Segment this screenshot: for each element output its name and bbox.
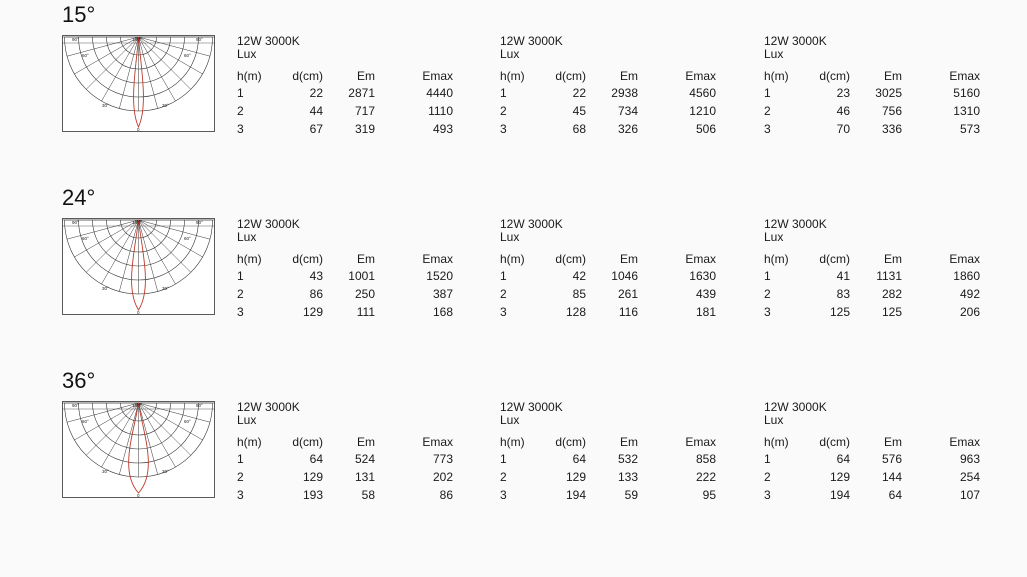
table-cell: 86 xyxy=(439,488,453,502)
table-cell: 1 xyxy=(237,452,244,466)
table-cell: 576 xyxy=(881,452,902,466)
table-cell: 1 xyxy=(500,452,507,466)
column-header: h(m) xyxy=(764,69,789,83)
column-header: Em xyxy=(357,69,375,83)
table-cell: 963 xyxy=(959,452,980,466)
column-header: h(m) xyxy=(764,252,789,266)
table-cell: 3025 xyxy=(875,86,902,100)
table-cell: 858 xyxy=(695,452,716,466)
column-header: Em xyxy=(884,252,902,266)
column-header: Em xyxy=(620,252,638,266)
polar-diagram xyxy=(62,35,215,132)
diagram-label-low-left: 30° xyxy=(102,469,109,474)
column-header: d(cm) xyxy=(292,435,323,449)
diagram-label-right: 90° xyxy=(196,403,203,408)
beam-section xyxy=(0,2,1027,172)
column-header: Emax xyxy=(422,435,453,449)
table-cell: 756 xyxy=(881,104,902,118)
table-cell: 3 xyxy=(237,488,244,502)
diagram-label-bottom: 0 xyxy=(137,493,140,498)
table-cell: 206 xyxy=(959,305,980,319)
table-cell: 2 xyxy=(764,287,771,301)
beam-angle-heading: 36° xyxy=(62,368,96,393)
table-cell: 83 xyxy=(836,287,850,301)
table-cell: 59 xyxy=(624,488,638,502)
table-cell: 2 xyxy=(764,104,771,118)
table-cell: 3 xyxy=(764,305,771,319)
table-cell: 23 xyxy=(836,86,850,100)
table-cell: 2871 xyxy=(348,86,375,100)
diagram-label-top: 180° xyxy=(132,220,142,225)
table-cell: 532 xyxy=(617,452,638,466)
table-cell: 194 xyxy=(829,488,850,502)
table-cell: 64 xyxy=(572,452,586,466)
table-cell: 43 xyxy=(309,269,323,283)
diagram-label-top: 180° xyxy=(132,37,142,42)
column-header: h(m) xyxy=(237,69,262,83)
polar-diagram-box xyxy=(62,218,215,315)
diagram-label-mid-left: 60° xyxy=(82,419,89,424)
table-cell: 1860 xyxy=(953,269,980,283)
table-cell: 1520 xyxy=(426,269,453,283)
table-cell: 3 xyxy=(500,122,507,136)
table-cell: 3 xyxy=(764,122,771,136)
beam-section xyxy=(0,185,1027,355)
beam-angle-heading: 15° xyxy=(62,2,96,27)
table-cell: 222 xyxy=(695,470,716,484)
column-header: d(cm) xyxy=(819,252,850,266)
diagram-label-mid-right: 60° xyxy=(184,236,191,241)
table-title: 12W 3000K xyxy=(764,400,827,414)
table-cell: 64 xyxy=(836,452,850,466)
table-cell: 4560 xyxy=(689,86,716,100)
table-cell: 131 xyxy=(354,470,375,484)
table-cell: 326 xyxy=(617,122,638,136)
table-cell: 2 xyxy=(500,470,507,484)
table-cell: 2 xyxy=(500,104,507,118)
column-header: d(cm) xyxy=(555,435,586,449)
column-header: h(m) xyxy=(237,252,262,266)
table-unit: Lux xyxy=(237,413,257,427)
table-unit: Lux xyxy=(500,230,520,244)
column-header: d(cm) xyxy=(555,252,586,266)
table-cell: 336 xyxy=(881,122,902,136)
table-cell: 282 xyxy=(881,287,902,301)
column-header: Em xyxy=(620,435,638,449)
table-cell: 42 xyxy=(572,269,586,283)
table-cell: 95 xyxy=(702,488,716,502)
table-cell: 3 xyxy=(237,122,244,136)
polar-diagram-box xyxy=(62,401,215,498)
table-cell: 1046 xyxy=(611,269,638,283)
diagram-label-low-right: 30° xyxy=(162,286,169,291)
diagram-label-top: 180° xyxy=(132,403,142,408)
table-cell: 4440 xyxy=(426,86,453,100)
diagram-label-bottom: 0 xyxy=(137,127,140,132)
table-cell: 1131 xyxy=(876,269,902,283)
table-unit: Lux xyxy=(764,413,784,427)
column-header: h(m) xyxy=(237,435,262,449)
table-cell: 2 xyxy=(237,287,244,301)
table-title: 12W 3000K xyxy=(764,217,827,231)
column-header: Emax xyxy=(949,435,980,449)
table-cell: 1001 xyxy=(348,269,375,283)
table-cell: 168 xyxy=(432,305,453,319)
table-title: 12W 3000K xyxy=(764,34,827,48)
table-cell: 202 xyxy=(432,470,453,484)
table-cell: 125 xyxy=(881,305,902,319)
table-cell: 129 xyxy=(302,305,323,319)
diagram-label-mid-right: 60° xyxy=(184,53,191,58)
table-cell: 85 xyxy=(572,287,586,301)
column-header: d(cm) xyxy=(292,252,323,266)
table-title: 12W 3000K xyxy=(237,217,300,231)
table-cell: 3 xyxy=(500,305,507,319)
table-cell: 261 xyxy=(617,287,638,301)
table-title: 12W 3000K xyxy=(237,400,300,414)
table-cell: 573 xyxy=(959,122,980,136)
table-cell: 64 xyxy=(309,452,323,466)
beam-section xyxy=(0,368,1027,538)
diagram-label-right: 90° xyxy=(196,220,203,225)
table-cell: 111 xyxy=(356,305,375,319)
table-cell: 58 xyxy=(361,488,375,502)
table-cell: 254 xyxy=(959,470,980,484)
table-cell: 194 xyxy=(565,488,586,502)
table-cell: 1 xyxy=(764,269,771,283)
table-cell: 22 xyxy=(572,86,586,100)
table-cell: 1110 xyxy=(428,104,453,118)
table-cell: 116 xyxy=(618,305,638,319)
table-cell: 68 xyxy=(572,122,586,136)
table-cell: 387 xyxy=(432,287,453,301)
column-header: Emax xyxy=(685,435,716,449)
column-header: Emax xyxy=(685,252,716,266)
table-cell: 129 xyxy=(565,470,586,484)
table-unit: Lux xyxy=(500,47,520,61)
table-cell: 1210 xyxy=(689,104,716,118)
table-cell: 1310 xyxy=(953,104,980,118)
table-unit: Lux xyxy=(764,47,784,61)
table-cell: 1630 xyxy=(689,269,716,283)
table-cell: 493 xyxy=(432,122,453,136)
column-header: Emax xyxy=(422,252,453,266)
diagram-label-mid-left: 60° xyxy=(82,53,89,58)
table-cell: 2 xyxy=(237,470,244,484)
diagram-label-left: 90° xyxy=(72,220,79,225)
table-cell: 46 xyxy=(836,104,850,118)
diagram-label-low-left: 30° xyxy=(102,103,109,108)
table-cell: 3 xyxy=(500,488,507,502)
table-cell: 41 xyxy=(836,269,850,283)
column-header: h(m) xyxy=(500,69,525,83)
table-cell: 492 xyxy=(959,287,980,301)
column-header: d(cm) xyxy=(819,435,850,449)
table-cell: 67 xyxy=(309,122,323,136)
table-cell: 524 xyxy=(354,452,375,466)
table-cell: 3 xyxy=(764,488,771,502)
table-cell: 181 xyxy=(695,305,716,319)
table-unit: Lux xyxy=(237,47,257,61)
column-header: Em xyxy=(884,435,902,449)
diagram-label-right: 90° xyxy=(196,37,203,42)
table-cell: 3 xyxy=(237,305,244,319)
table-cell: 1 xyxy=(764,86,771,100)
table-unit: Lux xyxy=(237,230,257,244)
polar-diagram xyxy=(62,218,215,315)
diagram-label-left: 90° xyxy=(72,403,79,408)
table-cell: 22 xyxy=(309,86,323,100)
table-unit: Lux xyxy=(764,230,784,244)
table-cell: 506 xyxy=(695,122,716,136)
table-cell: 1 xyxy=(500,269,507,283)
table-title: 12W 3000K xyxy=(500,400,563,414)
table-cell: 1 xyxy=(764,452,771,466)
diagram-label-left: 90° xyxy=(72,37,79,42)
table-cell: 773 xyxy=(432,452,453,466)
beam-angle-heading: 24° xyxy=(62,185,96,210)
table-cell: 44 xyxy=(309,104,323,118)
column-header: Emax xyxy=(685,69,716,83)
table-cell: 144 xyxy=(881,470,902,484)
table-cell: 717 xyxy=(354,104,375,118)
table-cell: 5160 xyxy=(953,86,980,100)
table-cell: 129 xyxy=(302,470,323,484)
column-header: Em xyxy=(357,252,375,266)
table-cell: 86 xyxy=(309,287,323,301)
table-cell: 125 xyxy=(829,305,850,319)
table-cell: 2 xyxy=(764,470,771,484)
table-cell: 107 xyxy=(959,488,980,502)
column-header: h(m) xyxy=(764,435,789,449)
column-header: Em xyxy=(884,69,902,83)
table-cell: 1 xyxy=(500,86,507,100)
table-unit: Lux xyxy=(500,413,520,427)
table-cell: 319 xyxy=(354,122,375,136)
table-cell: 250 xyxy=(354,287,375,301)
column-header: Emax xyxy=(949,252,980,266)
column-header: h(m) xyxy=(500,252,525,266)
column-header: d(cm) xyxy=(292,69,323,83)
diagram-label-mid-right: 60° xyxy=(184,419,191,424)
table-cell: 133 xyxy=(617,470,638,484)
table-cell: 2938 xyxy=(611,86,638,100)
table-cell: 2 xyxy=(500,287,507,301)
diagram-label-low-right: 30° xyxy=(162,469,169,474)
column-header: Em xyxy=(357,435,375,449)
table-title: 12W 3000K xyxy=(500,34,563,48)
table-cell: 439 xyxy=(695,287,716,301)
column-header: d(cm) xyxy=(819,69,850,83)
table-cell: 193 xyxy=(302,488,323,502)
diagram-label-low-right: 30° xyxy=(162,103,169,108)
diagram-label-low-left: 30° xyxy=(102,286,109,291)
table-cell: 45 xyxy=(572,104,586,118)
table-cell: 734 xyxy=(617,104,638,118)
column-header: d(cm) xyxy=(555,69,586,83)
column-header: Emax xyxy=(422,69,453,83)
table-cell: 2 xyxy=(237,104,244,118)
table-cell: 129 xyxy=(829,470,850,484)
diagram-label-bottom: 0 xyxy=(137,310,140,315)
table-title: 12W 3000K xyxy=(500,217,563,231)
table-cell: 64 xyxy=(888,488,902,502)
column-header: Emax xyxy=(949,69,980,83)
polar-diagram-box xyxy=(62,35,215,132)
column-header: Em xyxy=(620,69,638,83)
table-cell: 1 xyxy=(237,86,244,100)
table-cell: 70 xyxy=(836,122,850,136)
table-title: 12W 3000K xyxy=(237,34,300,48)
column-header: h(m) xyxy=(500,435,525,449)
polar-diagram xyxy=(62,401,215,498)
diagram-label-mid-left: 60° xyxy=(82,236,89,241)
table-cell: 1 xyxy=(237,269,244,283)
table-cell: 128 xyxy=(565,305,586,319)
